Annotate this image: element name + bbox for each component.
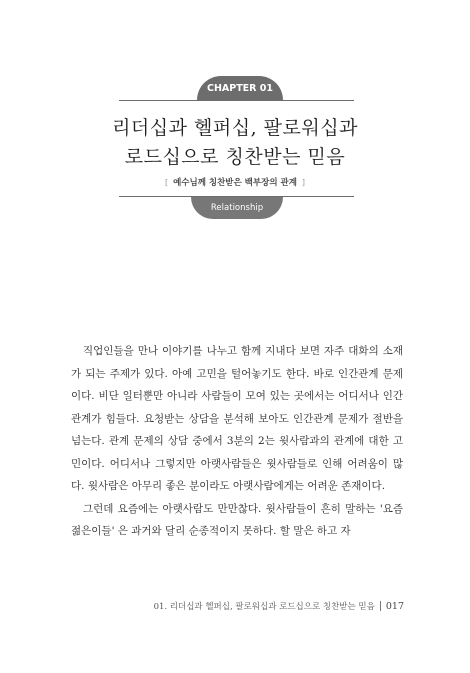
body-text [71, 340, 403, 543]
top-rule [119, 100, 354, 101]
subtitle-close-bracket: ] [301, 177, 306, 187]
chapter-label: CHAPTER 01 [206, 82, 274, 94]
section-label: Relationship [210, 203, 264, 213]
subtitle-text: 예수님께 칭찬받은 백부장의 관계 [173, 178, 297, 188]
paragraph: 그런데 요즘에는 아랫사람도 만만찮다. 윗사람들이 흔히 말하는 '요즘 젊은이들' 은 과거와 달리 순종적이지 못하다. 할 말은 하고 자 [71, 502, 403, 537]
chapter-title-line-1: 리더십과 헬퍼십, 팔로워십과 [112, 117, 358, 139]
chapter-title-line-2: 로드십으로 칭찬받는 믿음 [124, 146, 346, 168]
subtitle-open-bracket: [ [164, 177, 169, 187]
paragraph: 직업인들을 만나 이야기를 나누고 함께 지내다 보면 자주 대화의 소재가 되는 주제가 있다. 아예 고민을 털어놓기도 한다. 바로 인간관계 문제이다. 비단 일터뿐만 아니라 사람들이 모여 있는 곳에서는 어디서나 인간관계가 힘들다. 요청받는 상담을 분석해 보아도 인간관계 문제가 절반을 넘는다. 관계 문제의 상담 중에서 3분의 2는 윗사람과의 관계에 대한 고민이다. 어디서나 그렇지만 아랫사람들은 윗사람들로 인해 어려움이 많다. 윗사람은 아무리 좋은 분이라도 아랫사람에게는 어려운 존재이다. [71, 345, 403, 492]
page-footer [154, 600, 404, 612]
running-head: 01. 리더십과 헬퍼십, 팔로워십과 로드십으로 칭찬받는 믿음 [153, 602, 375, 612]
section-tab [191, 197, 283, 219]
chapter-subtitle [0, 176, 470, 188]
chapter-tab [197, 76, 283, 100]
page-number: 017 [385, 600, 404, 612]
footer-separator [380, 601, 381, 611]
